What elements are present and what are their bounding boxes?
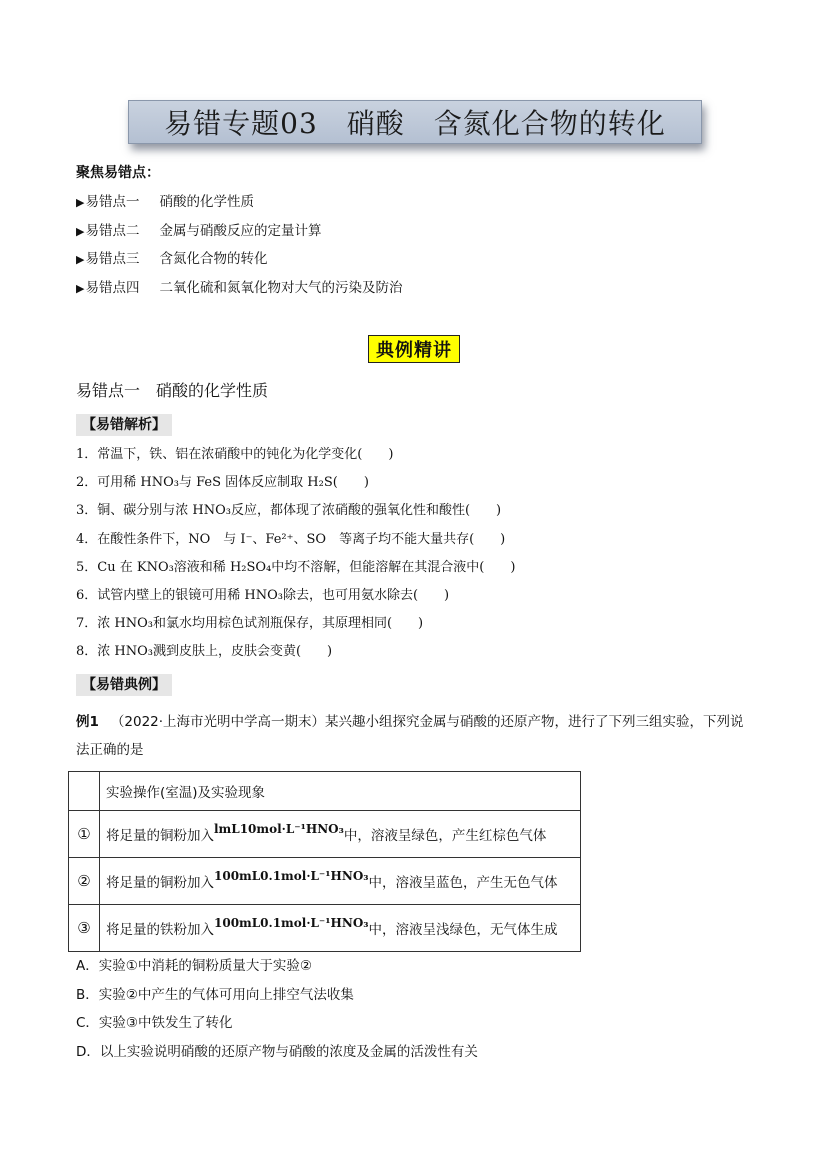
question-item: 3．铜、碳分别与浓 HNO₃反应，都体现了浓硝酸的强氧化性和酸性( ) [76,503,502,519]
table-row [69,905,581,952]
error-analysis-tag: 【易错解析】 [76,414,172,436]
row-description: 将足量的铜粉加入100mL0.1mol·L⁻¹HNO₃中，溶液呈蓝色，产生无色气体 [100,858,581,905]
answer-options [76,956,478,1070]
focus-item-text: 金属与硝酸反应的定量计算 [159,222,322,239]
example-question [76,708,756,764]
focus-item [76,249,402,278]
table-header-row [69,772,581,811]
question-item: 1．常温下，铁、铝在浓硝酸中的钝化为化学变化( ) [76,447,394,462]
focus-item-number: 易错点四 [85,279,140,296]
typical-examples-banner: 典例精讲 [368,335,460,363]
table-row [69,811,581,858]
reagent-formula: lmL10mol·L⁻¹HNO₃ [214,822,344,836]
option-b: B．实验②中产生的气体可用向上排空气法收集 [76,986,354,1003]
true-false-question-list [76,445,515,671]
focus-item-text: 二氧化硫和氮氧化物对大气的污染及防治 [159,279,403,296]
question-item: 4．在酸性条件下，NO 与 I⁻、Fe²⁺、SO 等离子均不能大量共存( ) [76,531,506,547]
document-title-banner [128,100,702,144]
experiment-table [68,771,581,952]
row-number: ① [69,811,100,858]
focus-item [76,221,402,250]
triangle-bullet-icon: ▶ [76,281,85,295]
row-description: 将足量的铜粉加入lmL10mol·L⁻¹HNO₃中，溶液呈绿色，产生红棕色气体 [100,811,581,858]
section-heading: 硝酸的化学性质 [156,381,269,400]
option-d: D．以上实验说明硝酸的还原产物与硝酸的浓度及金属的活泼性有关 [76,1043,478,1060]
row-number: ② [69,858,100,905]
triangle-bullet-icon: ▶ [76,224,85,238]
table-row [69,858,581,905]
question-item: 6．试管内壁上的银镜可用稀 HNO₃除去，也可用氨水除去( ) [76,587,450,603]
option-c: C．实验③中铁发生了转化 [76,1015,233,1031]
reagent-formula: 100mL0.1mol·L⁻¹HNO₃ [214,916,369,930]
question-item: 5．Cu 在 KNO₃溶液和稀 H₂SO₄中均不溶解，但能溶解在其混合液中( ) [76,559,516,575]
question-item: 7．浓 HNO₃和氯水均用棕色试剂瓶保存，其原理相同( ) [76,616,424,632]
example-text: （2022·上海市光明中学高一期末）某兴趣小组探究金属与硝酸的还原产物，进行了下列三组实验，下列说法正确的是 [76,714,744,758]
section-title [76,378,268,401]
focus-item-number: 易错点二 [85,222,140,239]
error-example-tag: 【易错典例】 [76,674,172,696]
question-item: 2．可用稀 HNO₃与 FeS 固体反应制取 H₂S( ) [76,475,369,491]
triangle-bullet-icon: ▶ [76,196,85,209]
focus-item [76,192,402,221]
row-description: 将足量的铁粉加入100mL0.1mol·L⁻¹HNO₃中，溶液呈浅绿色，无气体生成 [100,905,581,952]
table-header-cell: 实验操作(室温)及实验现象 [100,772,581,811]
focus-heading: 聚焦易错点： [76,165,160,181]
triangle-bullet-icon: ▶ [76,253,85,266]
reagent-formula: 100mL0.1mol·L⁻¹HNO₃ [214,869,369,883]
focus-item-number: 易错点一 [85,194,140,210]
option-a: A．实验①中消耗的铜粉质量大于实验② [76,958,312,974]
focus-item-number: 易错点三 [85,251,140,267]
example-label: 例1 [76,714,99,730]
question-item: 8．浓 HNO₃溅到皮肤上，皮肤会变黄( ) [76,644,333,660]
section-number: 易错点一 [76,381,141,400]
focus-item-text: 含氮化合物的转化 [159,251,268,267]
document-title: 易错专题03 硝酸 含氮化合物的转化 [164,107,666,140]
focus-list [76,192,402,306]
focus-item [76,278,402,307]
focus-item-text: 硝酸的化学性质 [159,194,254,210]
row-number: ③ [69,905,100,952]
